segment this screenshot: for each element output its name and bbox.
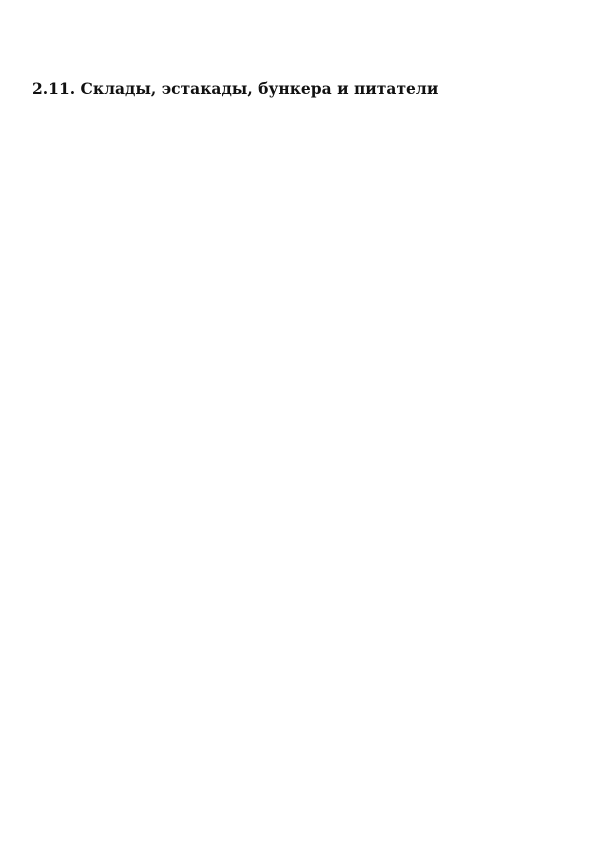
paragraph	[32, 377, 567, 420]
paragraph	[32, 45, 567, 66]
paragraph	[32, 347, 567, 368]
paragraph	[32, 227, 567, 248]
paragraph	[32, 167, 567, 188]
paragraph	[32, 429, 567, 472]
paragraph	[32, 623, 567, 655]
paragraph	[32, 197, 567, 218]
paragraph	[32, 107, 567, 128]
paragraph	[32, 14, 567, 35]
document-page	[32, 14, 567, 664]
paragraph	[32, 317, 567, 338]
paragraph	[32, 593, 567, 614]
section-heading: 2.11. Склады, эстакады, бункера и питатели	[32, 79, 439, 98]
paragraph	[32, 287, 567, 308]
paragraph	[32, 552, 567, 584]
paragraph	[32, 257, 567, 278]
paragraph	[32, 481, 567, 502]
paragraph	[32, 511, 567, 543]
paragraph	[32, 137, 567, 158]
